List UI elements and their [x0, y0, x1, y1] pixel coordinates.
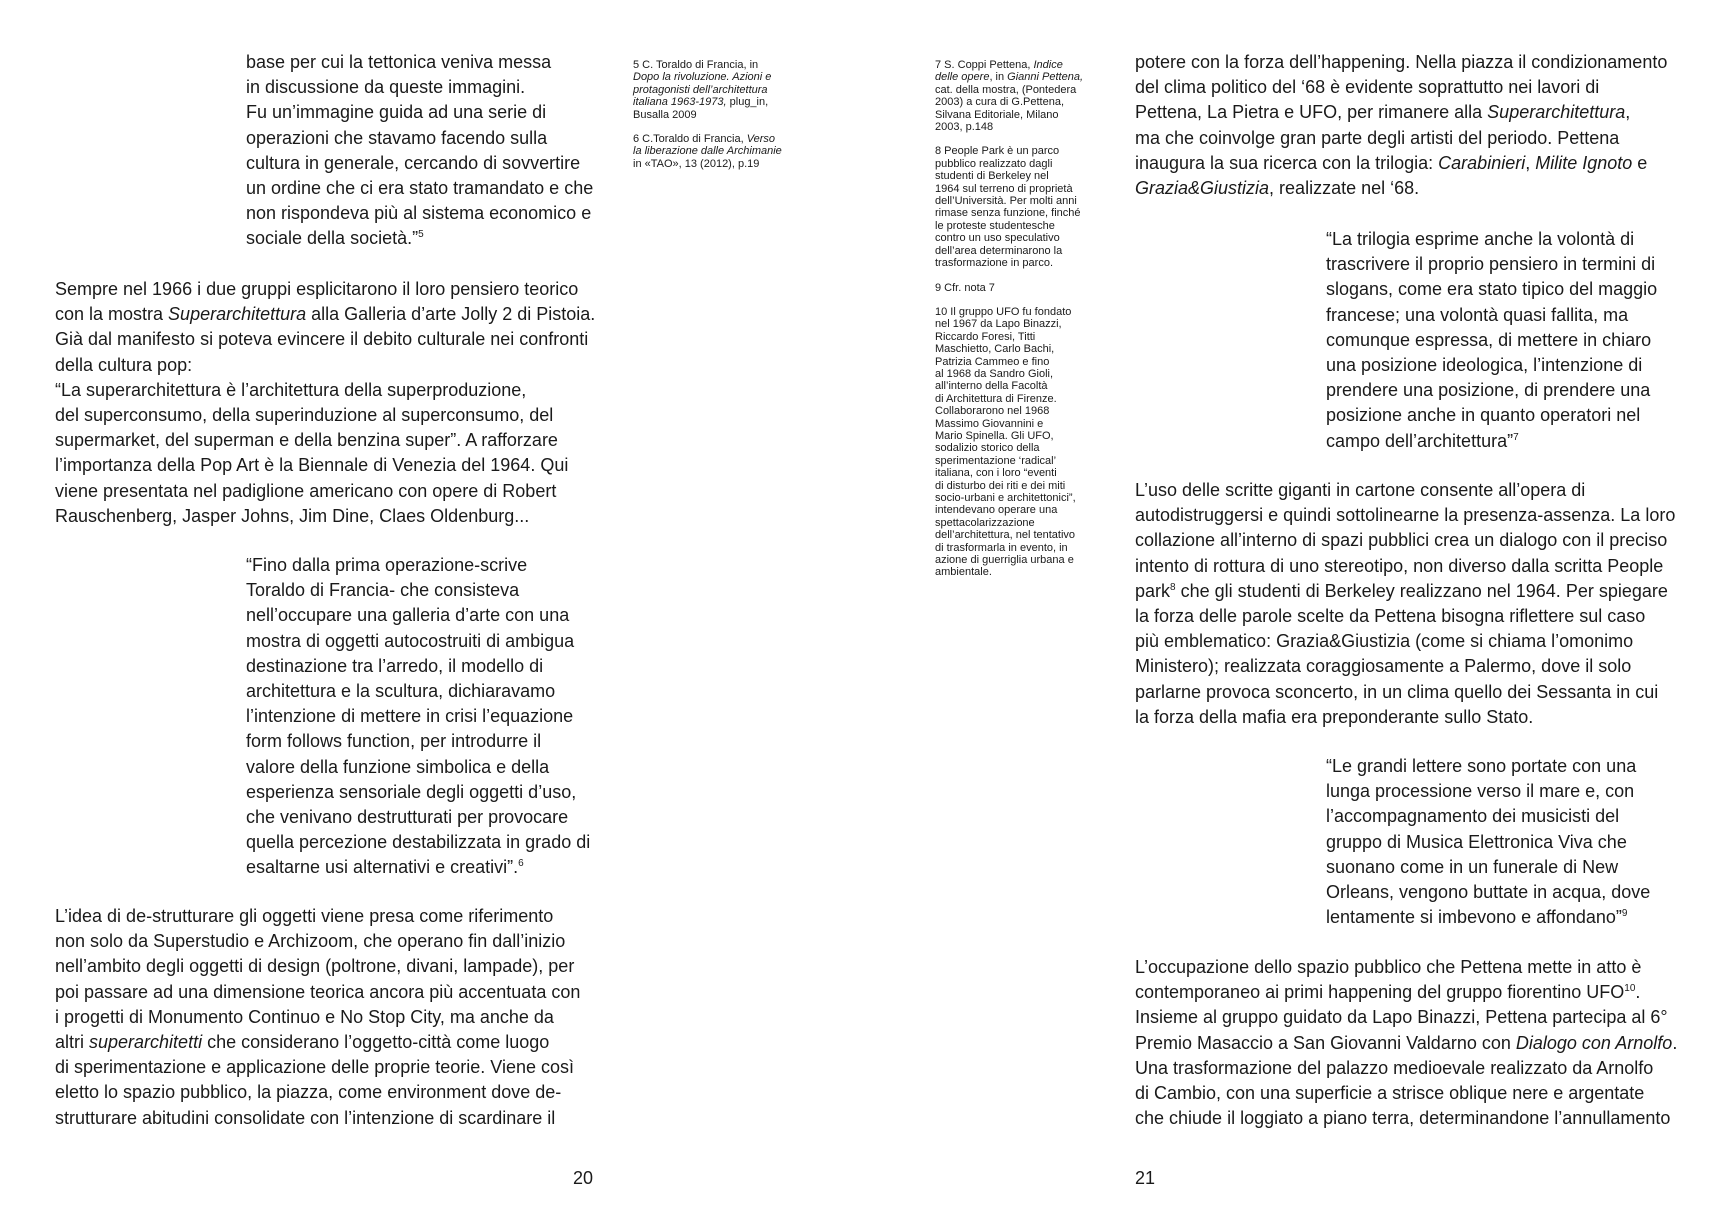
text-line: L’uso delle scritte giganti in cartone consente all’opera di [1135, 480, 1586, 500]
text-line: L’idea di de-strutturare gli oggetti viene presa come riferimento [55, 906, 554, 926]
text-line: valore della funzione simbolica e della [246, 756, 550, 777]
text-line: sociale della società.”$^5$ [246, 228, 424, 249]
text-line: contemporaneo ai primi happening del gruppo fiorentino UFO$^{10}$. [1135, 982, 1641, 1003]
text-line: Fu un’immagine guida ad una serie di [246, 102, 547, 123]
text-line: potere con la forza dell’happening. Nella piazza il condizionamento [1135, 52, 1668, 72]
text-line: del clima politico del ‘68 è evidente soprattutto nei lavori di [1135, 77, 1600, 98]
text-line: non solo da Superstudio e Archizoom, che operano fin dall’inizio [55, 931, 566, 952]
text-line: con la mostra Superarchitettura alla Galleria d’arte Jolly 2 di Pistoia. [55, 304, 596, 325]
text-block-toraldo-quote [246, 553, 590, 881]
text-line: più emblematico: Grazia&Giustizia (come si chiama l’omonimo [1135, 631, 1634, 652]
text-line: Pettena, La Pietra e UFO, per rimanere alla Superarchitettura, [1135, 102, 1631, 123]
text-line: l’intenzione di mettere in crisi l’equazione [246, 706, 574, 727]
text-line: un ordine che ci era stato tramandato e che [246, 178, 594, 199]
text-line: la forza delle parole scelte da Pettena bisogna riflettere sul caso [1135, 606, 1646, 627]
text-line: del superconsumo, della superinduzione al superconsumo, del [55, 405, 554, 426]
text-line: Grazia&Giustizia, realizzate nel ‘68. [1135, 178, 1420, 199]
text-line: l’importanza della Pop Art è la Biennale di Venezia del 1964. Qui [55, 455, 569, 476]
text-block-grandi-lettere-quote [1326, 754, 1650, 930]
text-line: “La superarchitettura è l’architettura della superproduzione, [55, 379, 527, 400]
text-line: architettura e la scultura, dichiaravamo [246, 681, 556, 702]
footnote-10: 10 Il gruppo UFO fu fondato nel 1967 da Lapo Binazzi, Riccardo Foresi, Titti Maschietto, Carlo Bachi, Patrizia Cammeo e fino al 1968 da Sandro Gioli, all’interno della Facoltà di Architettura di Firenze. Collaborarono nel 1968 Massimo Giovannini e Mario Spinella. Gli UFO, sodalizio storico della sperimentazione ‘radical’ italiana, con i loro “eventi di disturbo dei riti e dei miti socio-urbani e architettonici”, intendevano operare una spettacolarizzazione dell’architettura, nel tentativo di trasformarla in evento, in azione di guerriglia urbana e ambientale. [935, 305, 1076, 579]
text-line: Già dal manifesto si poteva evincere il debito culturale nei confronti [55, 329, 589, 350]
text-line: quella percezione destabilizzata in grado di [246, 832, 591, 853]
text-line: francese; una volontà quasi fallita, ma [1326, 304, 1629, 325]
text-line: operazioni che stavamo facendo sulla [246, 127, 548, 148]
text-block-trilogia-quote [1326, 227, 1657, 454]
footnotes-left [633, 59, 782, 182]
text-line: cultura in generale, cercando di sovvertire [246, 152, 581, 173]
text-line: non rispondeva più al sistema economico e [246, 203, 592, 224]
text-line: Premio Masaccio a San Giovanni Valdarno con Dialogo con Arnolfo. [1135, 1032, 1678, 1053]
page-number-right: 21 [1135, 1168, 1156, 1188]
text-line: lunga processione verso il mare e, con [1326, 781, 1635, 802]
text-line: che venivano destrutturati per provocare [246, 807, 569, 828]
text-line: Toraldo di Francia- che consisteva [246, 580, 520, 601]
text-line: una posizione ideologica, l’intenzione di [1326, 355, 1643, 376]
text-block-piazza [1135, 50, 1667, 201]
text-block-quote-end [246, 50, 593, 252]
text-block-destrutturare [55, 904, 580, 1131]
text-line: viene presentata nel padiglione americano con opere di Robert [55, 480, 557, 501]
text-line: eletto lo spazio pubblico, la piazza, come environment dove de- [55, 1082, 562, 1103]
text-block-occupazione [1135, 955, 1677, 1131]
text-line: slogans, come era stato tipico del maggio [1326, 279, 1658, 300]
text-line: l’accompagnamento dei musicisti del [1326, 806, 1620, 827]
text-line: “Le grandi lettere sono portate con una [1326, 756, 1637, 776]
text-line: destinazione tra l’arredo, il modello di [246, 655, 544, 676]
text-line: della cultura pop: [55, 354, 193, 375]
footnote-8: 8 People Park è un parco pubblico realizzato dagli studenti di Berkeley nel 1964 sul terreno di proprietà dell’Università. Per molti anni rimase senza funzione, finché le proteste studentesche contro un uso speculativo dell’area determinarono la trasformazione in parco. [935, 145, 1081, 270]
text-line: poi passare ad una dimensione teorica ancora più accentuata con [55, 981, 581, 1002]
text-line: supermarket, del superman e della benzina super”. A rafforzare [55, 430, 558, 451]
text-line: esperienza sensoriale degli oggetti d’uso, [246, 781, 577, 802]
right-page [856, 0, 1713, 1211]
left-page [0, 0, 856, 1211]
text-line: form follows function, per introdurre il [246, 731, 542, 752]
text-line: Una trasformazione del palazzo medioevale realizzato da Arnolfo [1135, 1057, 1654, 1078]
text-line: “La trilogia esprime anche la volontà di [1326, 229, 1635, 249]
text-line: Ministero); realizzata coraggiosamente a Palermo, dove il solo [1135, 656, 1632, 677]
text-block-superarchitettura [55, 277, 595, 529]
text-line: campo dell’architettura”$^7$ [1326, 430, 1519, 451]
text-line: collazione all’interno di spazi pubblici crea un dialogo con il preciso [1135, 530, 1668, 551]
text-line: la forza della mafia era preponderante sullo Stato. [1135, 706, 1534, 727]
text-line: “Fino dalla prima operazione-scrive [246, 555, 528, 575]
footnote-5: 5 C. Toraldo di Francia, in Dopo la rivoluzione. Azioni e protagonisti dell’architettura italiana 1963-1973, plug_in, Busalla 2009 [633, 59, 772, 121]
footnote-ref: 10 [1624, 983, 1636, 995]
footnote-ref: 5 [418, 229, 424, 241]
text-line: L’occupazione dello spazio pubblico che Pettena mette in atto è [1135, 957, 1642, 977]
footnote-7: 7 S. Coppi Pettena, Indice delle opere, in Gianni Pettena, cat. della mostra, (Pontedera 2003) a cura di G.Pettena, Silvana Editoriale, Milano 2003, p.148 [935, 59, 1084, 134]
text-line: base per cui la tettonica veniva messa [246, 52, 552, 72]
text-line: Orleans, vengono buttate in acqua, dove [1326, 882, 1651, 903]
text-line: nell’ambito degli oggetti di design (poltrone, divani, lampade), per [55, 956, 575, 977]
text-line: esaltarne usi alternativi e creativi”.$^6$ [246, 857, 524, 878]
footnote-ref: 7 [1513, 431, 1519, 443]
text-line: altri superarchitetti che considerano l’oggetto-città come luogo [55, 1032, 550, 1053]
text-line: che chiude il loggiato a piano terra, determinandone l’annullamento [1135, 1108, 1671, 1129]
footnote-ref: 6 [518, 858, 524, 870]
text-line: Insieme al gruppo guidato da Lapo Binazzi, Pettena partecipa al 6° [1135, 1007, 1668, 1028]
text-line: i progetti di Monumento Continuo e No Stop City, ma anche da [55, 1006, 554, 1027]
text-line: gruppo di Musica Elettronica Viva che [1326, 831, 1627, 852]
text-line: di Cambio, con una superficie a strisce oblique nere e argentate [1135, 1083, 1645, 1104]
text-line: park$^8$ che gli studenti di Berkeley realizzano nel 1964. Per spiegare [1135, 580, 1668, 601]
footnote-9: 9 Cfr. nota 7 [935, 281, 995, 294]
text-line: mostra di oggetti autocostruiti di ambigua [246, 630, 575, 651]
footnote-ref: 8 [1170, 581, 1176, 593]
footnote-ref: 9 [1621, 908, 1628, 920]
text-line: intento di rottura di uno stereotipo, non diverso dalla scritta People [1135, 555, 1664, 576]
text-line: ma che coinvolge gran parte degli artisti del periodo. Pettena [1135, 127, 1620, 148]
text-line: inaugura la sua ricerca con la trilogia: Carabinieri, Milite Ignoto e [1135, 152, 1648, 173]
text-line: trascrivere il proprio pensiero in termini di [1326, 254, 1656, 275]
text-line: autodistruggersi e quindi sottolinearne la presenza-assenza. La loro [1135, 505, 1676, 526]
text-line: posizione anche in quanto operatori nel [1326, 405, 1641, 426]
text-line: suonano come in un funerale di New [1326, 856, 1619, 877]
page-number-left: 20 [573, 1168, 594, 1188]
text-line: Sempre nel 1966 i due gruppi esplicitarono il loro pensiero teorico [55, 279, 579, 299]
text-line: in discussione da queste immagini. [246, 77, 526, 98]
text-line: comunque espressa, di mettere in chiaro [1326, 329, 1652, 350]
text-line: di sperimentazione e applicazione delle proprie teorie. Viene così [55, 1057, 574, 1078]
text-line: parlarne provoca sconcerto, in un clima quello dei Sessanta in cui [1135, 681, 1659, 702]
text-line: nell’occupare una galleria d’arte con una [246, 605, 570, 626]
text-line: prendere una posizione, di prendere una [1326, 380, 1651, 401]
text-block-scritte-giganti [1135, 478, 1675, 730]
footnote-6: 6 C.Toraldo di Francia, Verso la liberazione dalle Archimanie in «TAO», 13 (2012), p.19 [633, 133, 782, 170]
footnotes-right [935, 59, 1083, 591]
text-line: lentamente si imbevono e affondano”$^9$ [1326, 907, 1628, 928]
text-line: Rauschenberg, Jasper Johns, Jim Dine, Claes Oldenburg... [55, 505, 530, 526]
text-line: strutturare abitudini consolidate con l’intenzione di scardinare il [55, 1107, 556, 1128]
